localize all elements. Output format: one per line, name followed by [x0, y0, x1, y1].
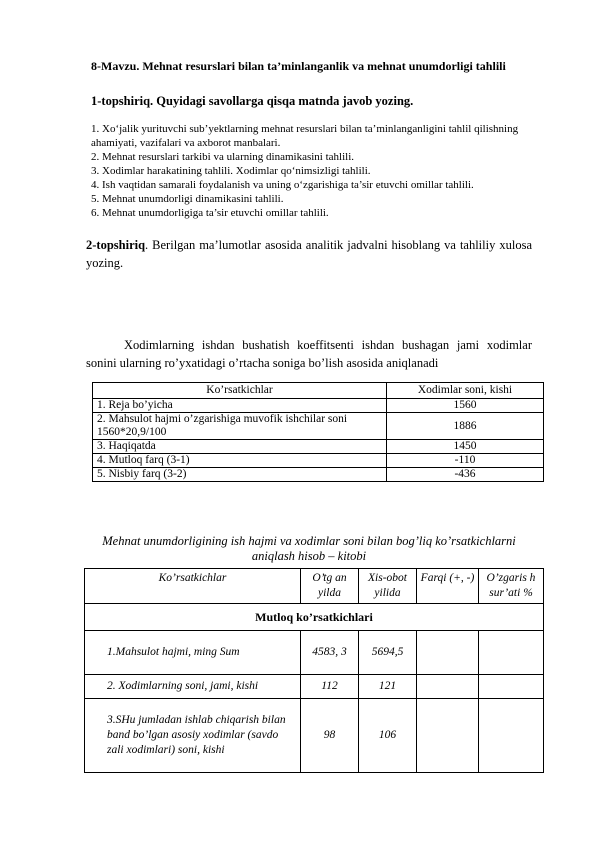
row-value: 1450 — [387, 440, 544, 454]
prev-year-value: 98 — [301, 699, 359, 773]
row-value: 1560 — [387, 399, 544, 413]
difference-value — [417, 675, 479, 699]
table-row — [85, 699, 544, 773]
row-value: 1886 — [387, 413, 544, 440]
task2-label: 2-topshiriq — [86, 238, 146, 252]
column-header: Ko’rsatkichlar — [93, 383, 387, 399]
column-header: Xodimlar soni, kishi — [387, 383, 544, 399]
row-label: 1. Reja bo’yicha — [93, 399, 387, 413]
change-rate-value — [479, 675, 544, 699]
column-header: Xis-obot yilida — [359, 569, 417, 604]
table-row — [85, 675, 544, 699]
task2-paragraph — [86, 236, 532, 272]
column-header: O’zgaris h sur’ati % — [479, 569, 544, 604]
question-item: 2. Mehnat resurslari tarkibi va ularning dinamikasini tahlili. — [91, 151, 355, 163]
table-row — [93, 454, 544, 468]
question-item: 4. Ish vaqtidan samarali foydalanish va uning o‘zgarishiga ta’sir etuvchi omillar tahlili. — [91, 179, 474, 191]
change-rate-value — [479, 699, 544, 773]
row-label: 3. Haqiqatda — [93, 440, 387, 454]
change-rate-value — [479, 631, 544, 675]
row-value: -436 — [387, 468, 544, 482]
table-caption: Mehnat unumdorligining ish hajmi va xodimlar soni bilan bog’liq ko’rsatkichlarni aniqlash hisob – kitobi — [102, 534, 516, 563]
row-label: 1.Mahsulot hajmi, ming Sum — [85, 631, 301, 675]
prev-year-value: 4583, 3 — [301, 631, 359, 675]
question-item: 5. Mehnat unumdorligi dinamikasini tahlili. — [91, 193, 284, 205]
table-row — [93, 413, 544, 440]
productivity-table — [84, 568, 544, 773]
page-title: 8-Mavzu. Mehnat resurslari bilan ta’minlanganlik va mehnat unumdorligi tahlili — [91, 59, 506, 73]
question-list — [91, 122, 561, 220]
section-title: Mutloq ko’rsatkichlari — [85, 604, 544, 631]
row-value: -110 — [387, 454, 544, 468]
report-year-value: 106 — [359, 699, 417, 773]
task1-title: 1-topshiriq. Quyidagi savollarga qisqa matnda javob yozing. — [91, 94, 414, 108]
difference-value — [417, 699, 479, 773]
table-row — [93, 440, 544, 454]
column-header: O’tg an yilda — [301, 569, 359, 604]
row-label: 2. Xodimlarning soni, jami, kishi — [85, 675, 301, 699]
table-row — [93, 468, 544, 482]
question-item: 3. Xodimlar harakatining tahlili. Xodimlar qo‘nimsizligi tahlili. — [91, 165, 371, 177]
column-header: Farqi (+, -) — [417, 569, 479, 604]
question-item: 1. Xo‘jalik yurituvchi sub’yektlarning mehnat resurslari bilan ta’minlanganligini tahlil qilishning ahamiyati, vazifalari va axborot manbalari. — [91, 123, 519, 149]
table-header-row — [85, 569, 544, 604]
section-row — [85, 604, 544, 631]
row-label: 4. Mutloq farq (3-1) — [93, 454, 387, 468]
question-item: 6. Mehnat unumdorligiga ta’sir etuvchi omillar tahlili. — [91, 207, 329, 219]
row-label: 2. Mahsulot hajmi o’zgarishiga muvofik ishchilar soni 1560*20,9/100 — [93, 413, 387, 440]
table-row — [85, 631, 544, 675]
staff-table — [92, 382, 544, 482]
intro-paragraph: Xodimlarning ishdan bushatish koeffitsenti ishdan bushagan jami xodimlar sonini ularning ro’yxatidagi o’rtacha soniga bo’lish asosida aniqlanadi — [86, 338, 532, 370]
row-label: 5. Nisbiy farq (3-2) — [93, 468, 387, 482]
table-row — [93, 399, 544, 413]
table-header-row — [93, 383, 544, 399]
report-year-value: 121 — [359, 675, 417, 699]
prev-year-value: 112 — [301, 675, 359, 699]
difference-value — [417, 631, 479, 675]
row-label: 3.SHu jumladan ishlab chiqarish bilan band bo’lgan asosiy xodimlar (savdo zali xodimlari) soni, kishi — [85, 699, 301, 773]
task2-text: . Berilgan ma’lumotlar asosida analitik jadvalni hisoblang va tahliliy xulosa yozing. — [86, 238, 532, 270]
report-year-value: 5694,5 — [359, 631, 417, 675]
column-header: Ko’rsatkichlar — [85, 569, 301, 604]
